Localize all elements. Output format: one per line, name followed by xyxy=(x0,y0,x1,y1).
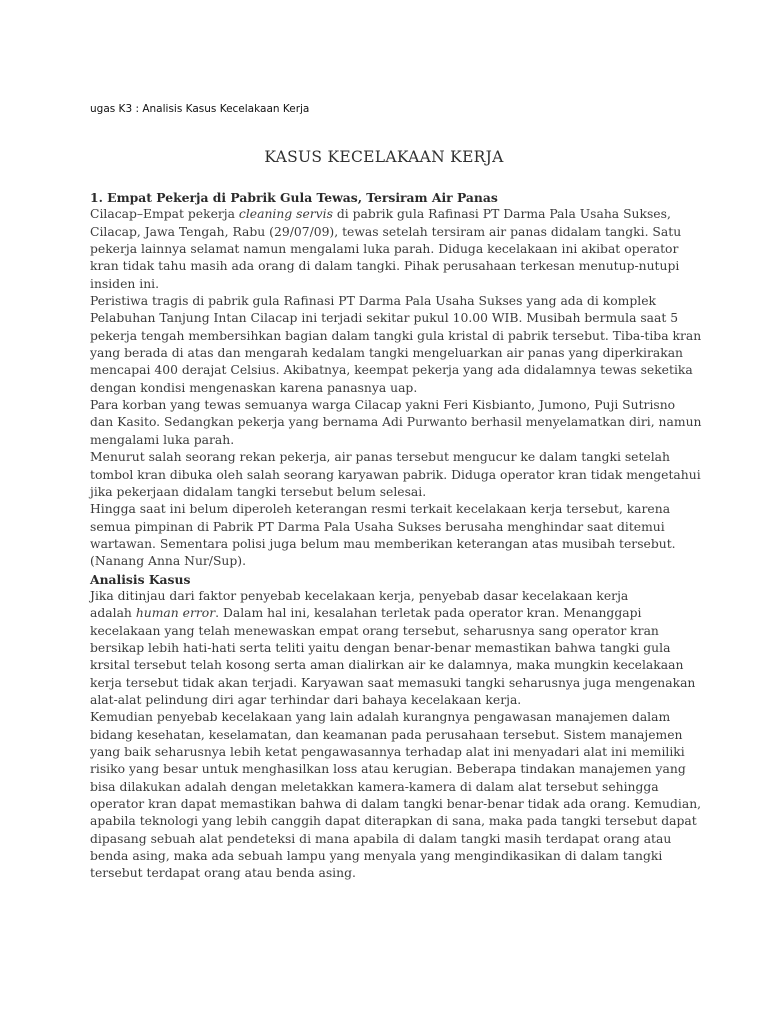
paragraph-analysis-management xyxy=(90,709,702,882)
text-line: yang baik seharusnya lebih ketat pengawasannya terhadap alat ini menyadari alat ini memiliki xyxy=(90,745,685,759)
text-line: Cilacap, Jawa Tengah, Rabu (29/07/09), tewas setelah tersiram air panas didalam tangki. Satu xyxy=(90,224,682,239)
text-line: tersebut terdapat orang atau benda asing. xyxy=(90,866,356,881)
text-line: dan Kasito. Sedangkan pekerja yang bernama Adi Purwanto berhasil menyelamatkan diri, namun xyxy=(90,415,702,430)
paragraph-status xyxy=(90,501,690,570)
text-line: Para korban yang tewas semuanya warga Cilacap yakni Feri Kisbianto, Jumono, Puji Sutrisno xyxy=(90,398,676,413)
text-line: Jika ditinjau dari faktor penyebab kecelakaan kerja, penyebab dasar kecelakaan kerja xyxy=(90,588,629,603)
text-line: wartawan. Sementara polisi juga belum mau memberikan keterangan atas musibah tersebut. xyxy=(90,536,676,551)
emphasis-text: cleaning servis xyxy=(238,207,333,222)
text-line: kerja tersebut tidak akan terjadi. Karyawan saat memasuki tangki seharusnya juga mengenakan xyxy=(90,675,696,690)
text-line: mengalami luka parah. xyxy=(90,432,235,447)
text-line: krsital tersebut telah kosong serta aman dialirkan air ke dalamnya, maka mungkin kecelakaan xyxy=(90,658,684,673)
text-line: Peristiwa tragis di pabrik gula Rafinasi PT Darma Pala Usaha Sukses yang ada di komplek xyxy=(90,294,657,309)
paragraph-witness xyxy=(90,449,701,501)
text-line: Kemudian penyebab kecelakaan yang lain adalah kurangnya pengawasan manajemen dalam xyxy=(90,710,671,725)
text-line: mencapai 400 derajat Celsius. Akibatnya, keempat pekerja yang ada didalamnya tewas seketika xyxy=(90,363,693,378)
text-line: alat-alat pelindung diri agar terhindar dari bahaya kecelakaan kerja. xyxy=(90,692,522,707)
text-line: pekerja lainnya selamat namun mengalami luka parah. Diduga kecelakaan ini akibat operator xyxy=(90,242,679,257)
text-line: benda asing, maka ada sebuah lampu yang menyala yang mengindikasikan di dalam tangki xyxy=(90,849,663,864)
text-line: jika pekerjaan didalam tangki tersebut belum selesai. xyxy=(90,484,427,499)
emphasis-text: human error xyxy=(135,606,216,621)
text-line: tombol kran dibuka oleh salah seorang karyawan pabrik. Diduga operator kran tidak mengetahui xyxy=(90,467,701,482)
text-line: semua pimpinan di Pabrik PT Darma Pala Usaha Sukses berusaha menghindar saat ditemui xyxy=(90,519,665,534)
text-line: bidang kesehatan, keselamatan, dan keamanan pada perusahaan tersebut. Sistem manajemen xyxy=(90,727,683,742)
document-title: KASUS KECELAKAAN KERJA xyxy=(264,148,504,166)
text-line: Cilacap–Empat pekerja cleaning servis di pabrik gula Rafinasi PT Darma Pala Usaha Sukses, xyxy=(90,207,671,222)
text-line: Pelabuhan Tanjung Intan Cilacap ini terjadi sekitar pukul 10.00 WIB. Musibah bermula saat 5 xyxy=(90,311,679,326)
paragraph-event xyxy=(90,293,702,397)
paragraph-intro xyxy=(90,206,690,293)
text-line: risiko yang besar untuk menghasilkan loss atau kerugian. Beberapa tindakan manajemen yang xyxy=(90,762,686,777)
analysis-heading: Analisis Kasus xyxy=(90,571,191,587)
text-line: kran tidak tahu masih ada orang di dalam tangki. Pihak perusahaan terkesan menutup-nutupi xyxy=(90,259,680,274)
text-line: pekerja tengah membersihkan bagian dalam tangki gula kristal di pabrik tersebut. Tiba-tiba kran xyxy=(90,328,702,343)
text-line: insiden ini. xyxy=(90,276,160,291)
text-line: Menurut salah seorang rekan pekerja, air panas tersebut mengucur ke dalam tangki setelah xyxy=(90,450,670,465)
text-line: bersikap lebih hati-hati serta teliti yaitu dengan benar-benar memastikan bahwa tangki gula xyxy=(90,640,671,655)
text-line: apabila teknologi yang lebih canggih dapat diterapkan di sana, maka pada tangki tersebut dapat xyxy=(90,814,697,829)
text-line: Hingga saat ini belum diperoleh keterangan resmi terkait kecelakaan kerja tersebut, karena xyxy=(90,502,671,517)
paragraph-analysis-cause xyxy=(90,588,696,709)
text-line: operator kran dapat memastikan bahwa di dalam tangki benar-benar tidak ada orang. Kemudian, xyxy=(90,797,702,812)
text-line: dipasang sebuah alat pendeteksi di mana apabila di dalam tangki masih terdapat orang atau xyxy=(90,831,672,846)
document-body xyxy=(90,189,702,883)
document-header: ugas K3 : Analisis Kasus Kecelakaan Kerja xyxy=(90,103,310,115)
text-line: dengan kondisi mengenaskan karena panasnya uap. xyxy=(90,380,418,395)
text-line: yang berada di atas dan mengarah kedalam tangki mengeluarkan air panas yang diperkirakan xyxy=(90,346,684,361)
paragraph-victims xyxy=(90,397,702,449)
section-heading: 1. Empat Pekerja di Pabrik Gula Tewas, Tersiram Air Panas xyxy=(90,190,498,205)
text-line: adalah human error. Dalam hal ini, kesalahan terletak pada operator kran. Menanggapi xyxy=(90,606,642,621)
text-line: kecelakaan yang telah menewaskan empat orang tersebut, seharusnya sang operator kran xyxy=(90,623,659,638)
text-line: (Nanang Anna Nur/Sup). xyxy=(90,554,247,569)
text-line: bisa dilakukan adalah dengan meletakkan kamera-kamera di dalam alat tersebut sehingga xyxy=(90,779,659,794)
